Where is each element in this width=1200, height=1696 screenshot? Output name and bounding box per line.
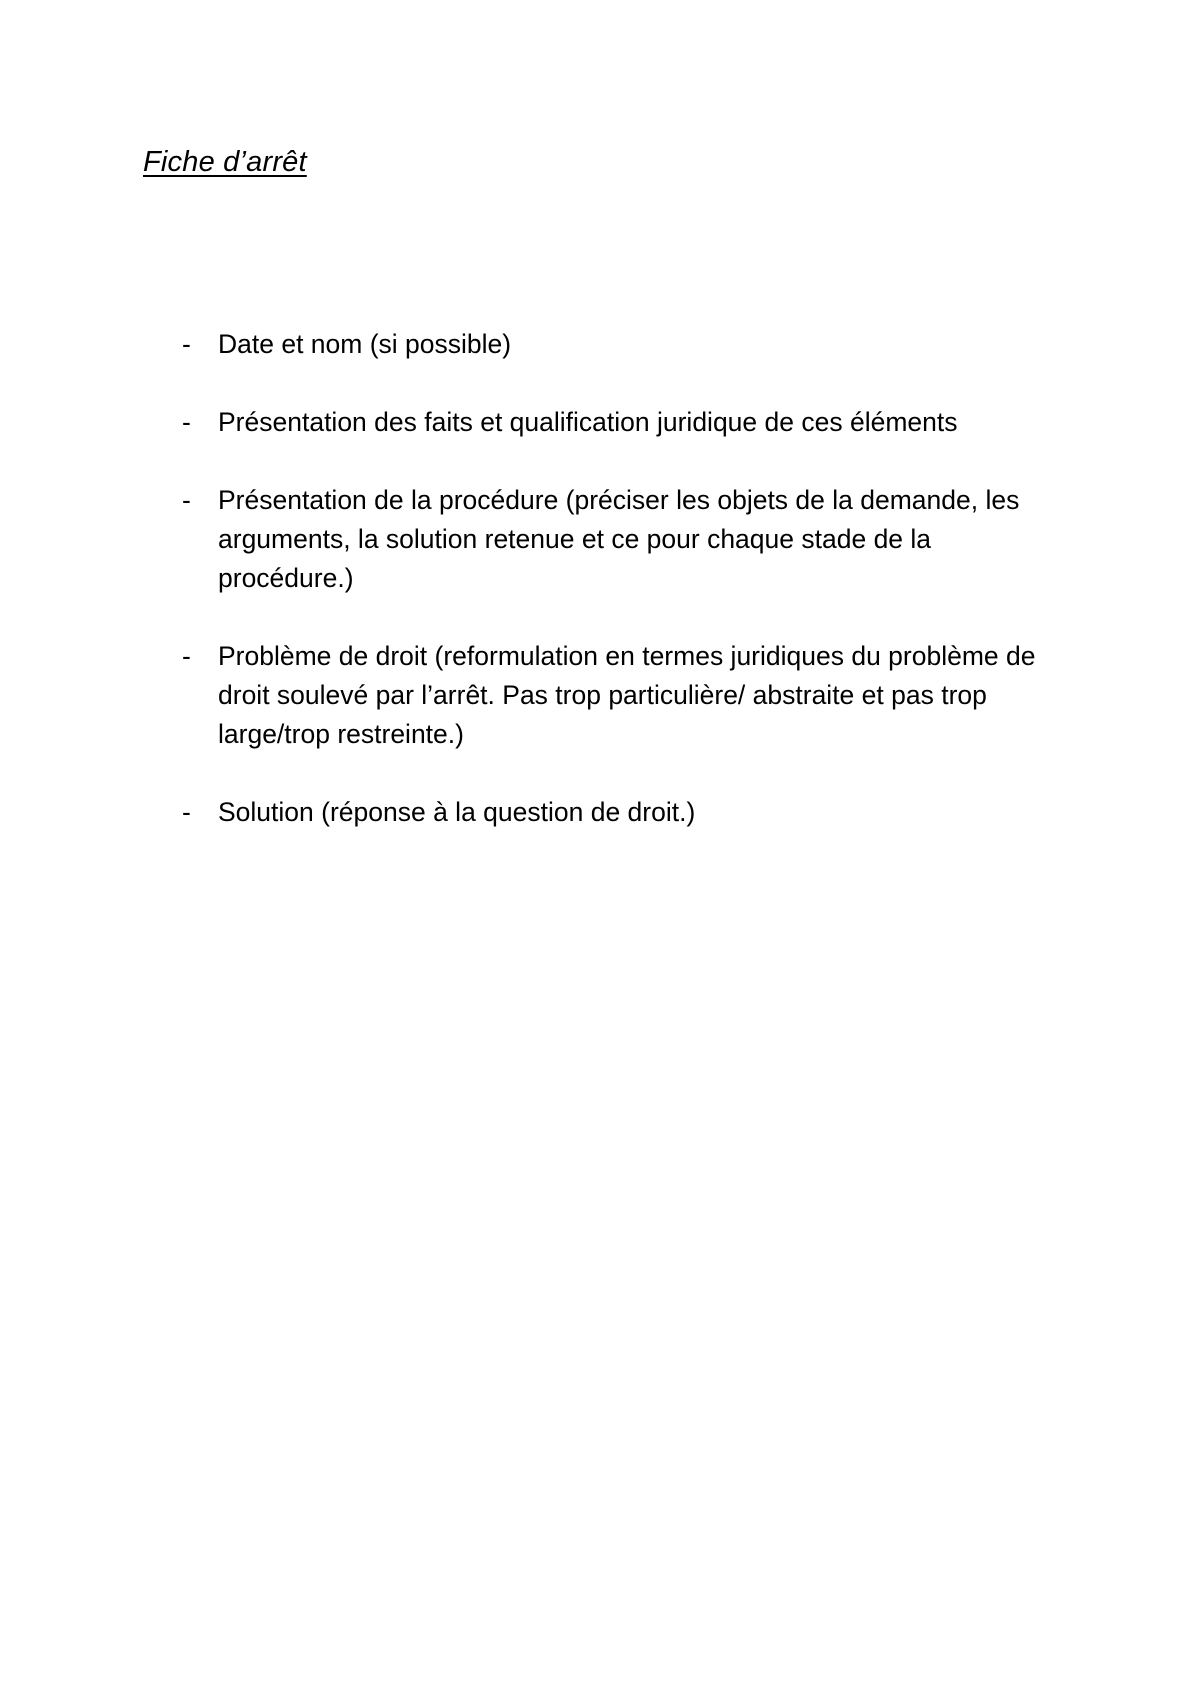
item-text-presentation-procedure: Présentation de la procédure (préciser les objets de la demande, les arguments, la solution retenue et ce pour chaque stade de la procédure.) <box>218 485 1020 593</box>
bullet-dash: - <box>182 797 191 827</box>
item-text-probleme-droit: Problème de droit (reformulation en termes juridiques du problème de droit soulevé par l’arrêt. Pas trop particulière/ abstraite et pas trop large/trop restreinte.) <box>218 641 1036 749</box>
bullet-dash: - <box>182 485 191 515</box>
bullet-dash: - <box>182 407 191 437</box>
list-item <box>182 481 1062 598</box>
list-item <box>182 637 1062 754</box>
bullet-dash: - <box>182 641 191 671</box>
item-text-presentation-faits: Présentation des faits et qualification juridique de ces éléments <box>218 407 958 437</box>
item-text-solution: Solution (réponse à la question de droit.) <box>218 797 696 827</box>
item-text-date-nom: Date et nom (si possible) <box>218 329 512 359</box>
bullet-dash: - <box>182 329 191 359</box>
page-title: Fiche d’arrêt <box>143 146 307 178</box>
list-item <box>182 403 1062 442</box>
fiche-items-list <box>182 325 1062 871</box>
list-item <box>182 793 1062 832</box>
list-item <box>182 325 1062 364</box>
